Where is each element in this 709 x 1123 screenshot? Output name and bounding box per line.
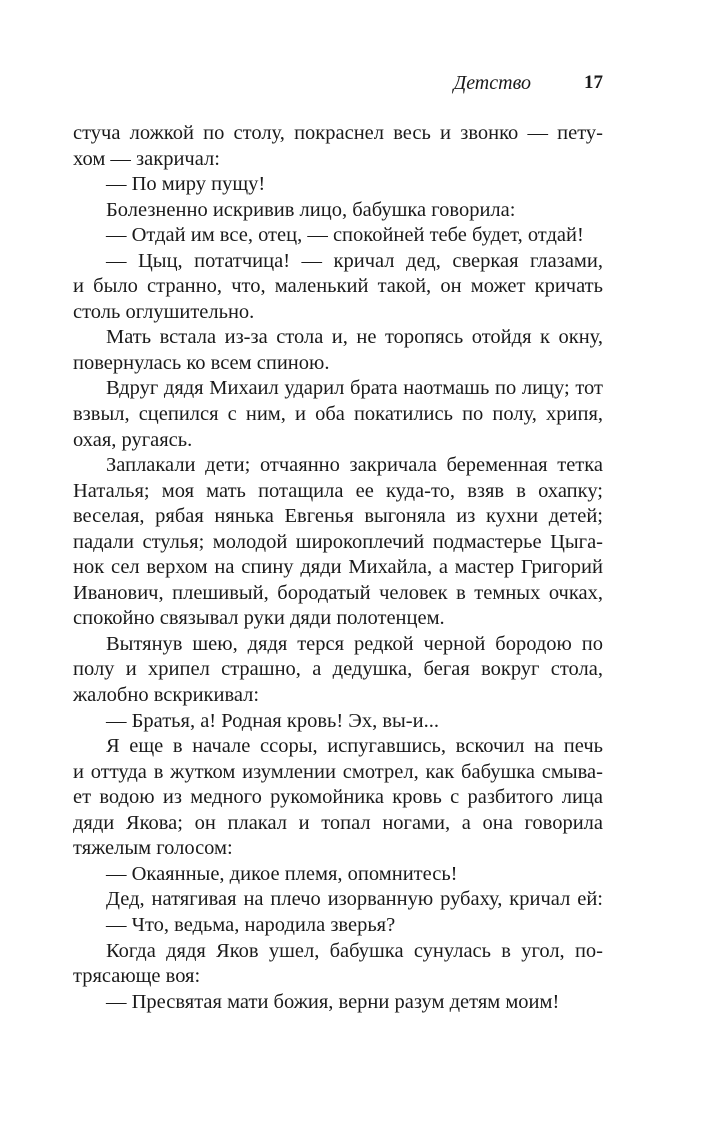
text-line: Болезненно искривив лицо, бабушка говорила:	[106, 198, 516, 221]
text-line: стуча ложкой по столу, покраснел весь и звонко — пету-	[73, 122, 603, 144]
text-line: Вытянув шею, дядя терся редкой черной бородою по	[106, 632, 603, 655]
text-line: падали стулья; молодой широкоплечий подмастерье Цыга-	[73, 530, 603, 553]
text-line: веселая, рябая нянька Евгенья выгоняла из кухни детей;	[73, 505, 603, 528]
text-line: — Что, ведьма, народила зверья?	[106, 913, 396, 936]
running-header	[73, 72, 603, 98]
page-number: 17	[584, 72, 603, 93]
text-line: взвыл, сцепился с ним, и оба покатились по полу, хрипя,	[73, 403, 603, 426]
text-line: Вдруг дядя Михаил ударил брата наотмашь по лицу; тот	[106, 377, 603, 400]
text-line: жалобно вскрикивал:	[73, 684, 260, 707]
text-line: повернулась ко всем спиною.	[73, 351, 330, 374]
text-line: Когда дядя Яков ушел, бабушка сунулась в угол, по-	[106, 939, 603, 962]
running-title: Детство	[453, 72, 531, 94]
text-line: и оттуда в жутком изумлении смотрел, как бабушка смыва-	[73, 760, 603, 783]
text-line: хом — закричал:	[73, 147, 220, 170]
text-line: — По миру пущу!	[106, 173, 266, 196]
body-text	[73, 121, 603, 1015]
text-line: Заплакали дети; отчаянно закричала беременная тетка	[106, 454, 603, 477]
text-line: — Братья, а! Родная кровь! Эх, вы-и...	[106, 709, 439, 732]
text-line: спокойно связывал руки дяди полотенцем.	[73, 607, 445, 630]
text-line: и было странно, что, маленький такой, он может кричать	[73, 275, 603, 298]
text-line: полу и хрипел страшно, а дедушка, бегая вокруг стола,	[73, 658, 603, 681]
text-line: столь оглушительно.	[73, 300, 255, 323]
text-line: нок сел верхом на спину дяди Михайла, а мастер Григорий	[73, 556, 603, 579]
text-line: охая, ругаясь.	[73, 428, 193, 451]
text-line: ет водою из медного рукомойника кровь с разбитого лица	[73, 786, 603, 809]
text-line: Я еще в начале ссоры, испугавшись, вскочил на печь	[106, 735, 603, 758]
text-line: Иванович, плешивый, бородатый человек в темных очках,	[73, 581, 603, 604]
text-line: дяди Якова; он плакал и топал ногами, а она говорила	[73, 811, 603, 834]
text-line: Дед, натягивая на плечо изорванную рубаху, кричал ей:	[106, 888, 603, 911]
text-line: — Пресвятая мати божия, верни разум детям моим!	[106, 990, 560, 1013]
text-line: — Окаянные, дикое племя, опомнитесь!	[106, 862, 458, 885]
text-line: Наталья; моя мать потащила ее куда-то, взяв в охапку;	[73, 479, 603, 502]
text-line: тяжелым голосом:	[73, 837, 233, 860]
text-line: трясающе воя:	[73, 965, 201, 988]
text-line: — Цыц, потатчица! — кричал дед, сверкая глазами,	[106, 249, 603, 272]
text-line: Мать встала из-за стола и, не торопясь отойдя к окну,	[106, 326, 603, 349]
text-line: — Отдай им все, отец, — спокойней тебе будет, отдай!	[106, 224, 584, 247]
